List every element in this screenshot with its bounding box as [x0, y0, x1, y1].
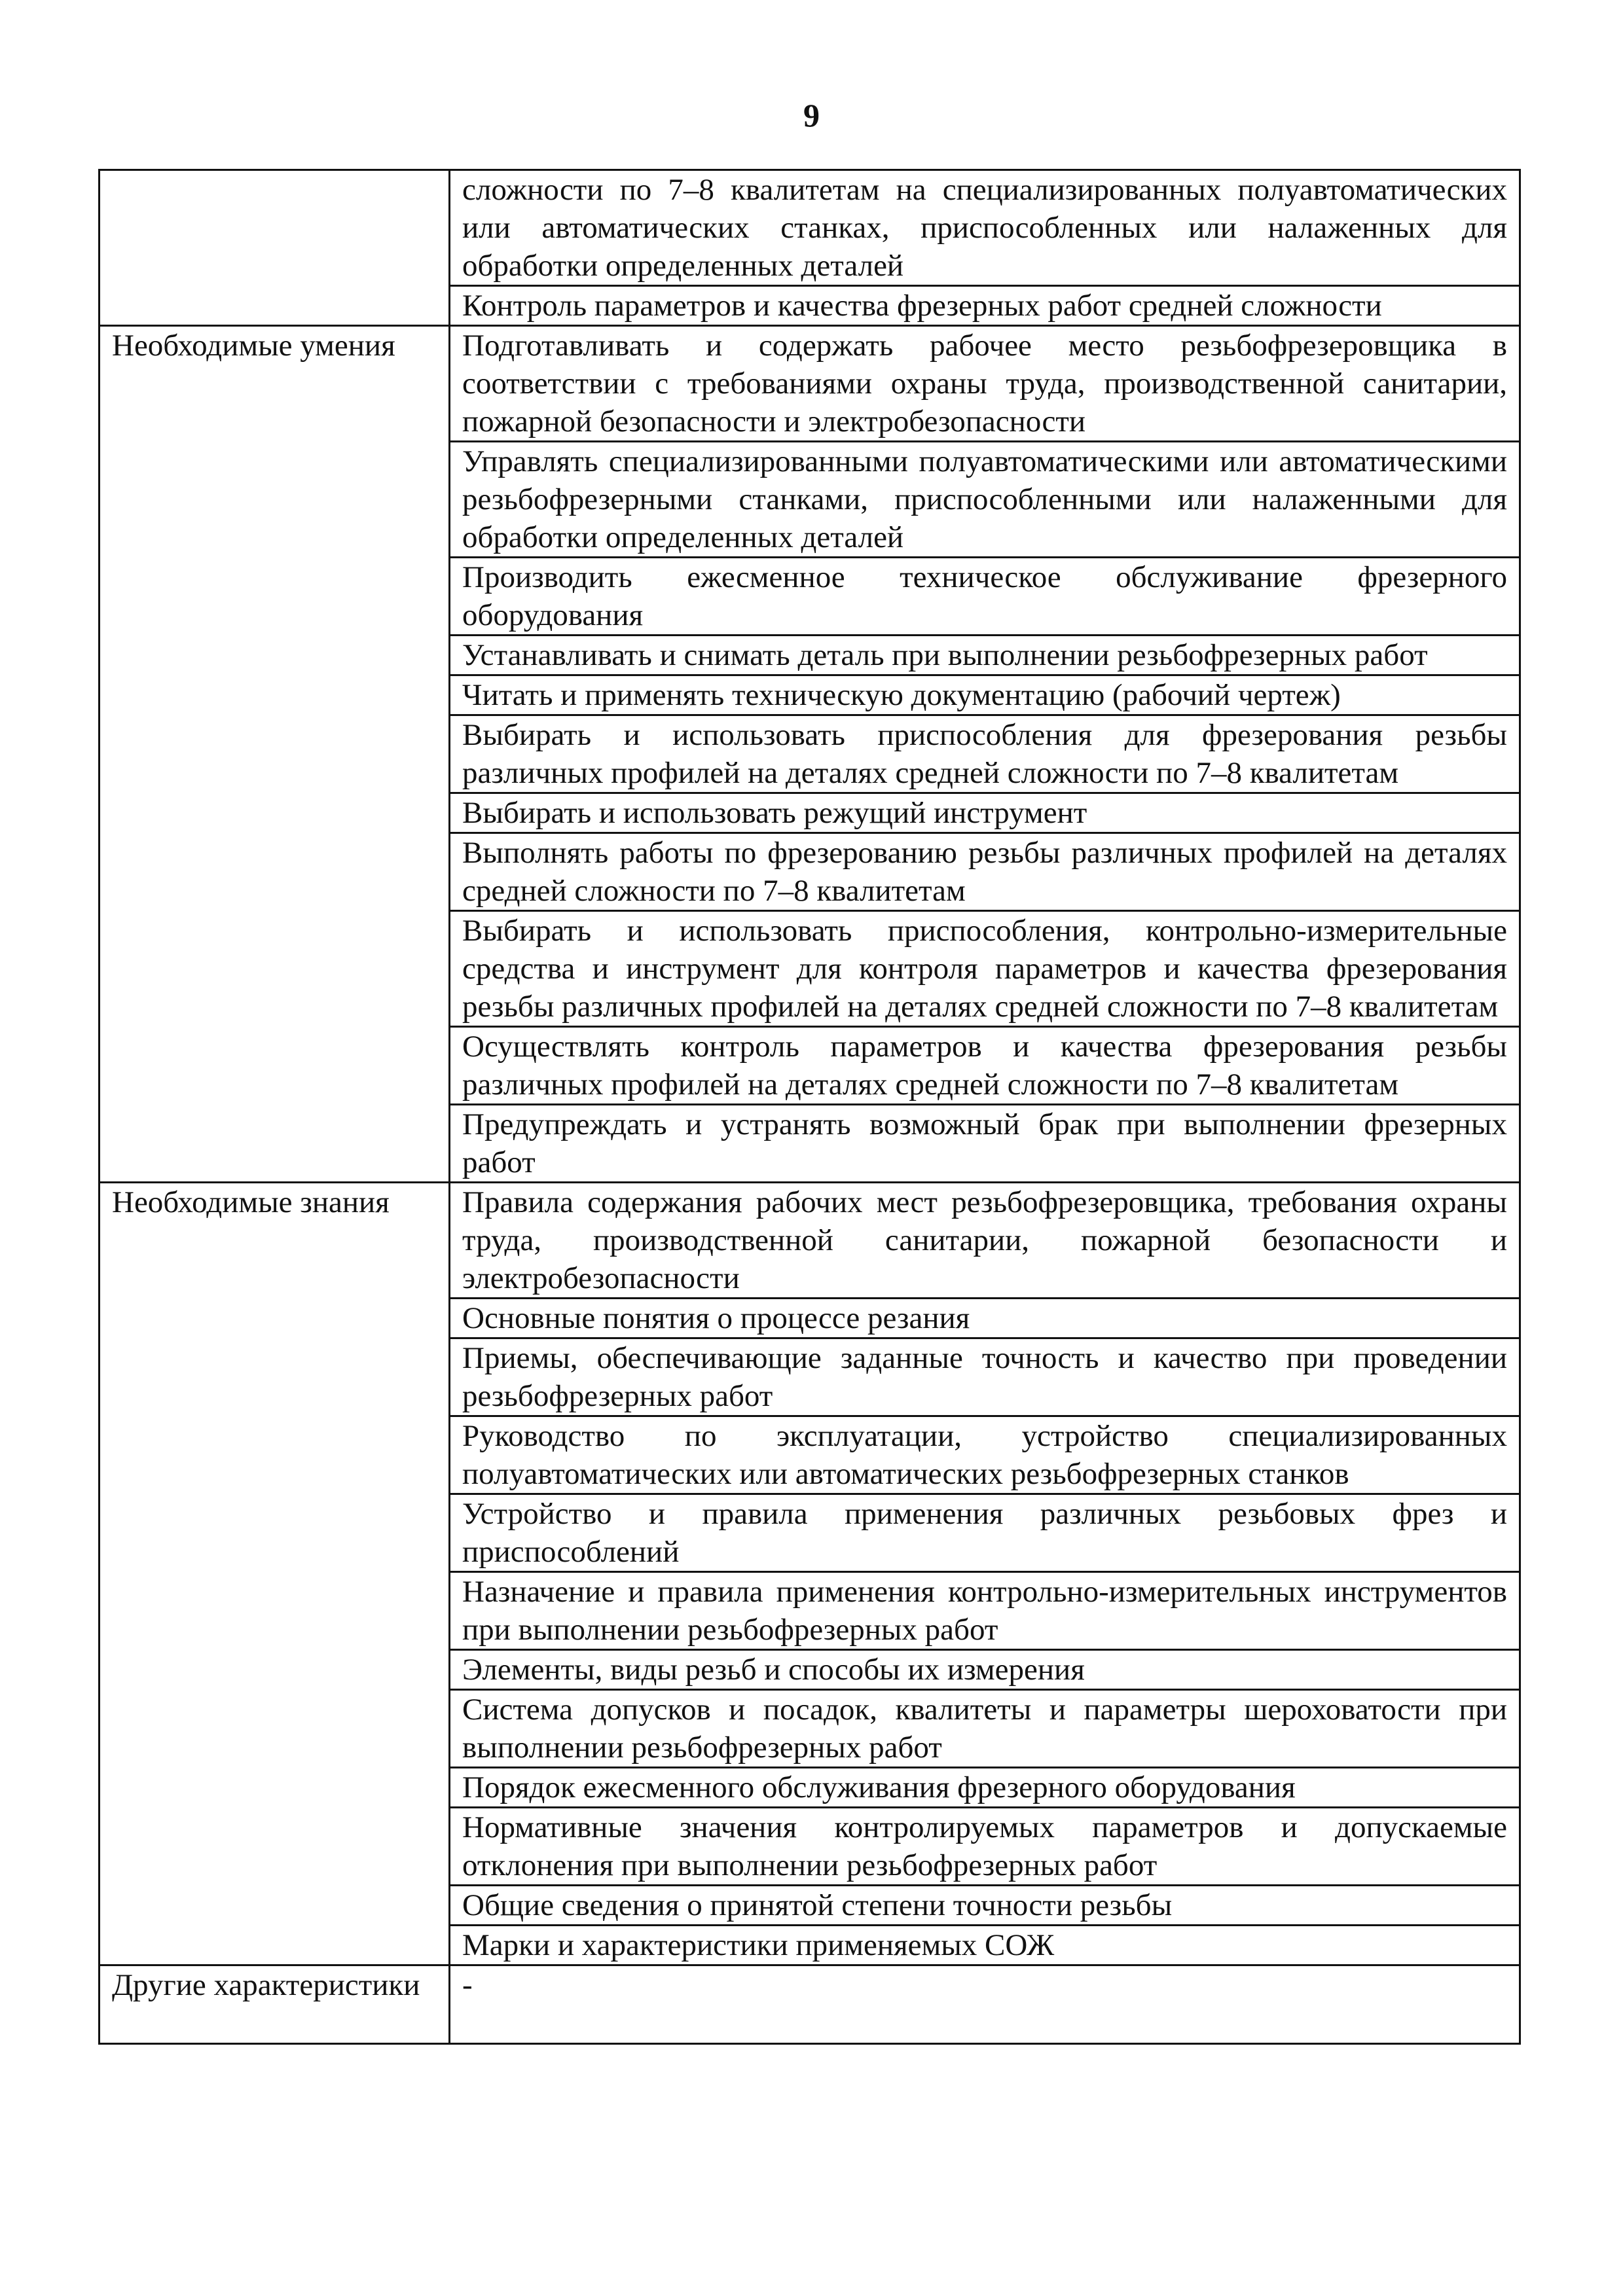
- knowledge-item: Правила содержания рабочих мест резьбофрезеровщика, требования охраны труда, производственной санитарии, пожарной безопасности и электробезопасности: [450, 1183, 1520, 1299]
- skill-item: Устанавливать и снимать деталь при выполнении резьбофрезерных работ: [450, 636, 1520, 675]
- knowledge-item: Назначение и правила применения контрольно-измерительных инструментов при выполнении резьбофрезерных работ: [450, 1572, 1520, 1650]
- knowledge-item: Приемы, обеспечивающие заданные точность и качество при проведении резьбофрезерных работ: [450, 1338, 1520, 1416]
- labor-action-item: сложности по 7–8 квалитетам на специализированных полуавтоматических или автоматических станках, приспособленных или налаженных для обработки определенных деталей: [450, 170, 1520, 286]
- knowledge-item: Порядок ежесменного обслуживания фрезерного оборудования: [450, 1768, 1520, 1808]
- table-row: [100, 1965, 1520, 2044]
- knowledge-label: Необходимые знания: [100, 1183, 450, 1965]
- knowledge-item: Основные понятия о процессе резания: [450, 1299, 1520, 1338]
- skill-item: Выбирать и использовать режущий инструмент: [450, 793, 1520, 833]
- knowledge-item: Руководство по эксплуатации, устройство специализированных полуавтоматических или автоматических резьбофрезерных станков: [450, 1416, 1520, 1494]
- skill-item: Управлять специализированными полуавтоматическими или автоматическими резьбофрезерными станками, приспособленными или налаженными для обработки определенных деталей: [450, 442, 1520, 558]
- table-row: [100, 326, 1520, 442]
- skill-item: Выбирать и использовать приспособления, контрольно-измерительные средства и инструмент для контроля параметров и качества фрезерования резьбы различных профилей на деталях средней сложности по 7–8 квалитетам: [450, 911, 1520, 1027]
- skill-item: Выполнять работы по фрезерованию резьбы различных профилей на деталях средней сложности по 7–8 квалитетам: [450, 833, 1520, 911]
- labor-actions-label: [100, 170, 450, 326]
- knowledge-item: Система допусков и посадок, квалитеты и параметры шероховатости при выполнении резьбофрезерных работ: [450, 1690, 1520, 1768]
- skill-item: Подготавливать и содержать рабочее место резьбофрезеровщика в соответствии с требованиями охраны труда, производственной санитарии, пожарной безопасности и электробезопасности: [450, 326, 1520, 442]
- knowledge-item: Элементы, виды резьб и способы их измерения: [450, 1650, 1520, 1690]
- page-number: 9: [803, 97, 820, 134]
- skill-item: Читать и применять техническую документацию (рабочий чертеж): [450, 675, 1520, 715]
- knowledge-item: Общие сведения о принятой степени точности резьбы: [450, 1886, 1520, 1926]
- table-row: [100, 1183, 1520, 1299]
- table-row: [100, 170, 1520, 286]
- skill-item: Производить ежесменное техническое обслуживание фрезерного оборудования: [450, 558, 1520, 636]
- other-characteristics-label: Другие характеристики: [100, 1965, 450, 2044]
- knowledge-item: Устройство и правила применения различных резьбовых фрез и приспособлений: [450, 1494, 1520, 1572]
- skill-item: Осуществлять контроль параметров и качества фрезерования резьбы различных профилей на деталях средней сложности по 7–8 квалитетам: [450, 1027, 1520, 1105]
- knowledge-item: Марки и характеристики применяемых СОЖ: [450, 1926, 1520, 1965]
- skill-item: Предупреждать и устранять возможный брак при выполнении фрезерных работ: [450, 1105, 1520, 1183]
- skills-label: Необходимые умения: [100, 326, 450, 1183]
- labor-action-item: Контроль параметров и качества фрезерных работ средней сложности: [450, 286, 1520, 326]
- other-characteristics-value: -: [450, 1965, 1520, 2044]
- competency-table: [98, 169, 1521, 2045]
- skill-item: Выбирать и использовать приспособления для фрезерования резьбы различных профилей на деталях средней сложности по 7–8 квалитетам: [450, 715, 1520, 793]
- knowledge-item: Нормативные значения контролируемых параметров и допускаемые отклонения при выполнении резьбофрезерных работ: [450, 1808, 1520, 1886]
